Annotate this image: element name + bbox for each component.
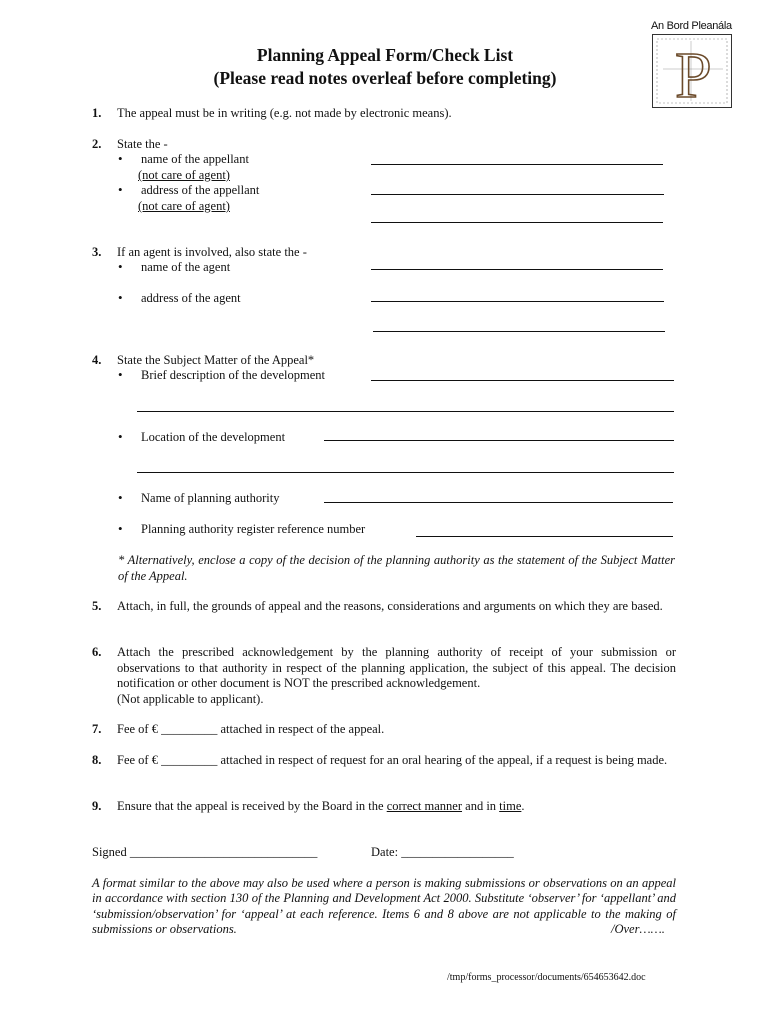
bullet-icon: • [118, 367, 123, 382]
item-8-number: 8. [92, 753, 102, 767]
development-description-label: Brief description of the development [141, 368, 325, 382]
register-reference-field[interactable] [416, 536, 673, 537]
bullet-icon: • [118, 151, 123, 166]
item-6-note: (Not applicable to applicant). [117, 692, 264, 706]
item-6-number: 6. [92, 645, 102, 659]
item-3-text: If an agent is involved, also state the - [117, 245, 307, 259]
bullet-icon: • [118, 290, 123, 305]
bullet-icon: • [118, 490, 123, 505]
agent-address-label: address of the agent [141, 291, 241, 305]
over-marker: /Over……. [611, 922, 665, 936]
appellant-name-label: name of the appellant [141, 152, 249, 166]
planning-authority-field[interactable] [324, 502, 673, 503]
item-1-text: The appeal must be in writing (e.g. not made by electronic means). [117, 106, 452, 120]
development-description-field-2[interactable] [137, 411, 674, 412]
appellant-address-field-1[interactable] [371, 194, 664, 195]
item-3-number: 3. [92, 245, 102, 259]
item-4-text: State the Subject Matter of the Appeal* [117, 353, 315, 367]
bullet-icon: • [118, 521, 123, 536]
item-9-text-mid: and in [462, 799, 500, 813]
appellant-name-field[interactable] [371, 164, 663, 165]
date-field[interactable]: __________________ [401, 845, 514, 859]
agent-name-field[interactable] [371, 269, 663, 270]
bullet-icon: • [118, 259, 123, 274]
item-1-number: 1. [92, 106, 102, 120]
signature-row [92, 845, 317, 860]
appellant-address-note: (not care of agent) [138, 199, 230, 213]
time-link[interactable]: time [499, 799, 522, 813]
subject-matter-note: * Alternatively, enclose a copy of the decision of the planning authority as the statement of the Subject Matter of the Appeal. [118, 553, 675, 583]
item-8-text: Fee of € _________ attached in respect of request for an oral hearing of the appeal, if a request is being made. [117, 753, 668, 767]
date-label: Date: [371, 845, 399, 859]
development-location-field-2[interactable] [137, 472, 674, 473]
correct-manner-link[interactable]: correct manner [386, 799, 463, 813]
register-reference-label: Planning authority register reference number [141, 522, 366, 536]
development-location-field-1[interactable] [324, 440, 674, 441]
agent-name-label: name of the agent [141, 260, 231, 274]
page-subtitle: (Please read notes overleaf before completing) [213, 68, 557, 88]
logo-wordmark: An Bord Pleanála [651, 20, 732, 32]
observer-note: A format similar to the above may also be used where a person is making submissions or observations on an appeal in accordance with section 130 of the Planning and Development Act 2000. Substitute ‘observer’ for ‘appellant’ and ‘submission/observation’ for ‘appeal’ at each reference. Items 6 and 8 above are not applicable to the making of submissions or observations. [92, 876, 676, 936]
item-4-number: 4. [92, 353, 102, 367]
development-location-label: Location of the development [141, 430, 286, 444]
item-9-number: 9. [92, 799, 102, 813]
appellant-address-label: address of the appellant [141, 183, 260, 197]
appellant-address-field-2[interactable] [371, 222, 663, 223]
agent-address-field-2[interactable] [373, 331, 665, 332]
bullet-icon: • [118, 429, 123, 444]
agent-address-field-1[interactable] [371, 301, 664, 302]
item-7-number: 7. [92, 722, 102, 736]
item-9-text [117, 799, 525, 814]
appellant-name-note: (not care of agent) [138, 168, 230, 182]
item-9-text-start: Ensure that the appeal is received by the Board in the [117, 799, 387, 813]
item-2-text: State the - [117, 137, 168, 151]
item-7-text: Fee of € _________ attached in respect of the appeal. [117, 722, 385, 736]
item-6-text: Attach the prescribed acknowledgement by the planning authority of receipt of your submission or observations to that authority in respect of the planning application, the subject of this appeal. The decision notification or other document is NOT the prescribed acknowledgement. [117, 645, 676, 690]
file-path: /tmp/forms_processor/documents/654653642.doc [447, 972, 646, 983]
date-row [371, 845, 514, 860]
development-description-field-1[interactable] [371, 380, 674, 381]
item-2-number: 2. [92, 137, 102, 151]
signed-label: Signed [92, 845, 127, 859]
signature-field[interactable]: ______________________________ [129, 845, 318, 859]
page-title: Planning Appeal Form/Check List [256, 45, 514, 65]
item-9-text-end: . [521, 799, 525, 813]
item-5-number: 5. [92, 599, 102, 613]
item-5-text: Attach, in full, the grounds of appeal and the reasons, considerations and arguments on which they are based. [117, 599, 663, 613]
bullet-icon: • [118, 182, 123, 197]
logo-letter: P [675, 39, 712, 107]
planning-authority-label: Name of planning authority [141, 491, 280, 505]
